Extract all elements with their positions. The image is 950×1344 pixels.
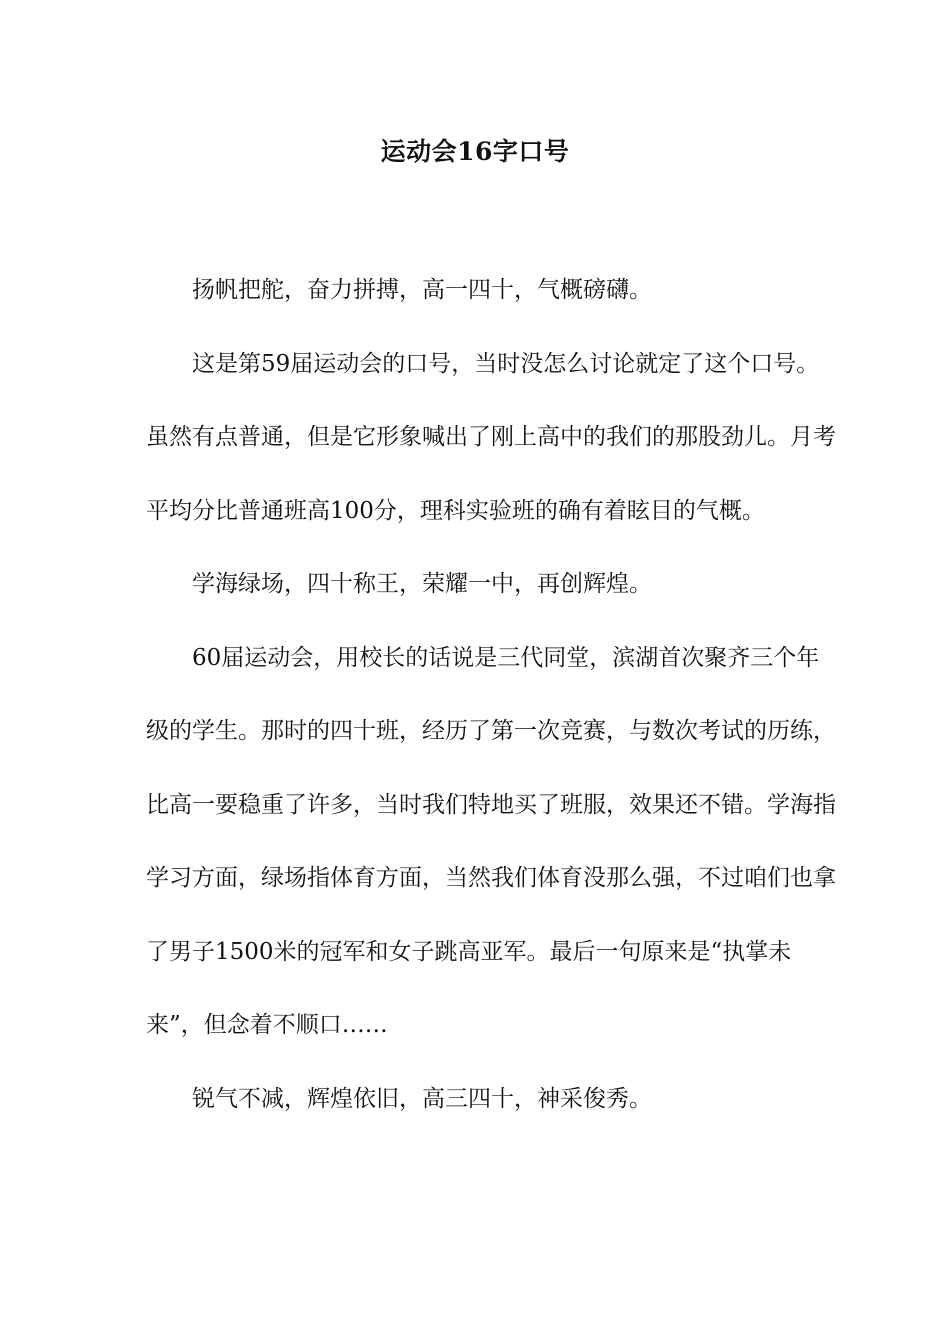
paragraph-explanation-2: 60届运动会，用校长的话说是三代同堂，滨湖首次聚齐三个年级的学生。那时的四十班，经历了第一次竞赛，与数次考试的历练，比高一要稳重了许多，当时我们特地买了班服，效果还不错。学海指学习方面，绿场指体育方面，当然我们体育没那么强，不过咱们也拿了男子1500米的冠军和女子跳高亚军。最后一句原来是“执掌未来”，但念着不顺口……: [146, 644, 836, 1038]
paragraph-slogan-3: 锐气不减，辉煌依旧，高三四十，神采俊秀。: [192, 1085, 652, 1112]
document-body: [146, 254, 836, 1136]
paragraph-slogan-1: 扬帆把舵，奋力拼搏，高一四十，气概磅礴。: [192, 277, 652, 303]
document-title: 运动会16字口号: [380, 137, 570, 166]
paragraph-slogan-2: 学海绿场，四十称王，荣耀一中，再创辉煌。: [192, 571, 652, 597]
paragraph-explanation-1: 这是第59届运动会的口号，当时没怎么讨论就定了这个口号。虽然有点普通，但是它形象喊出了刚上高中的我们的那股劲儿。月考平均分比普通班高100分，理科实验班的确有着眩目的气概。: [146, 350, 836, 524]
